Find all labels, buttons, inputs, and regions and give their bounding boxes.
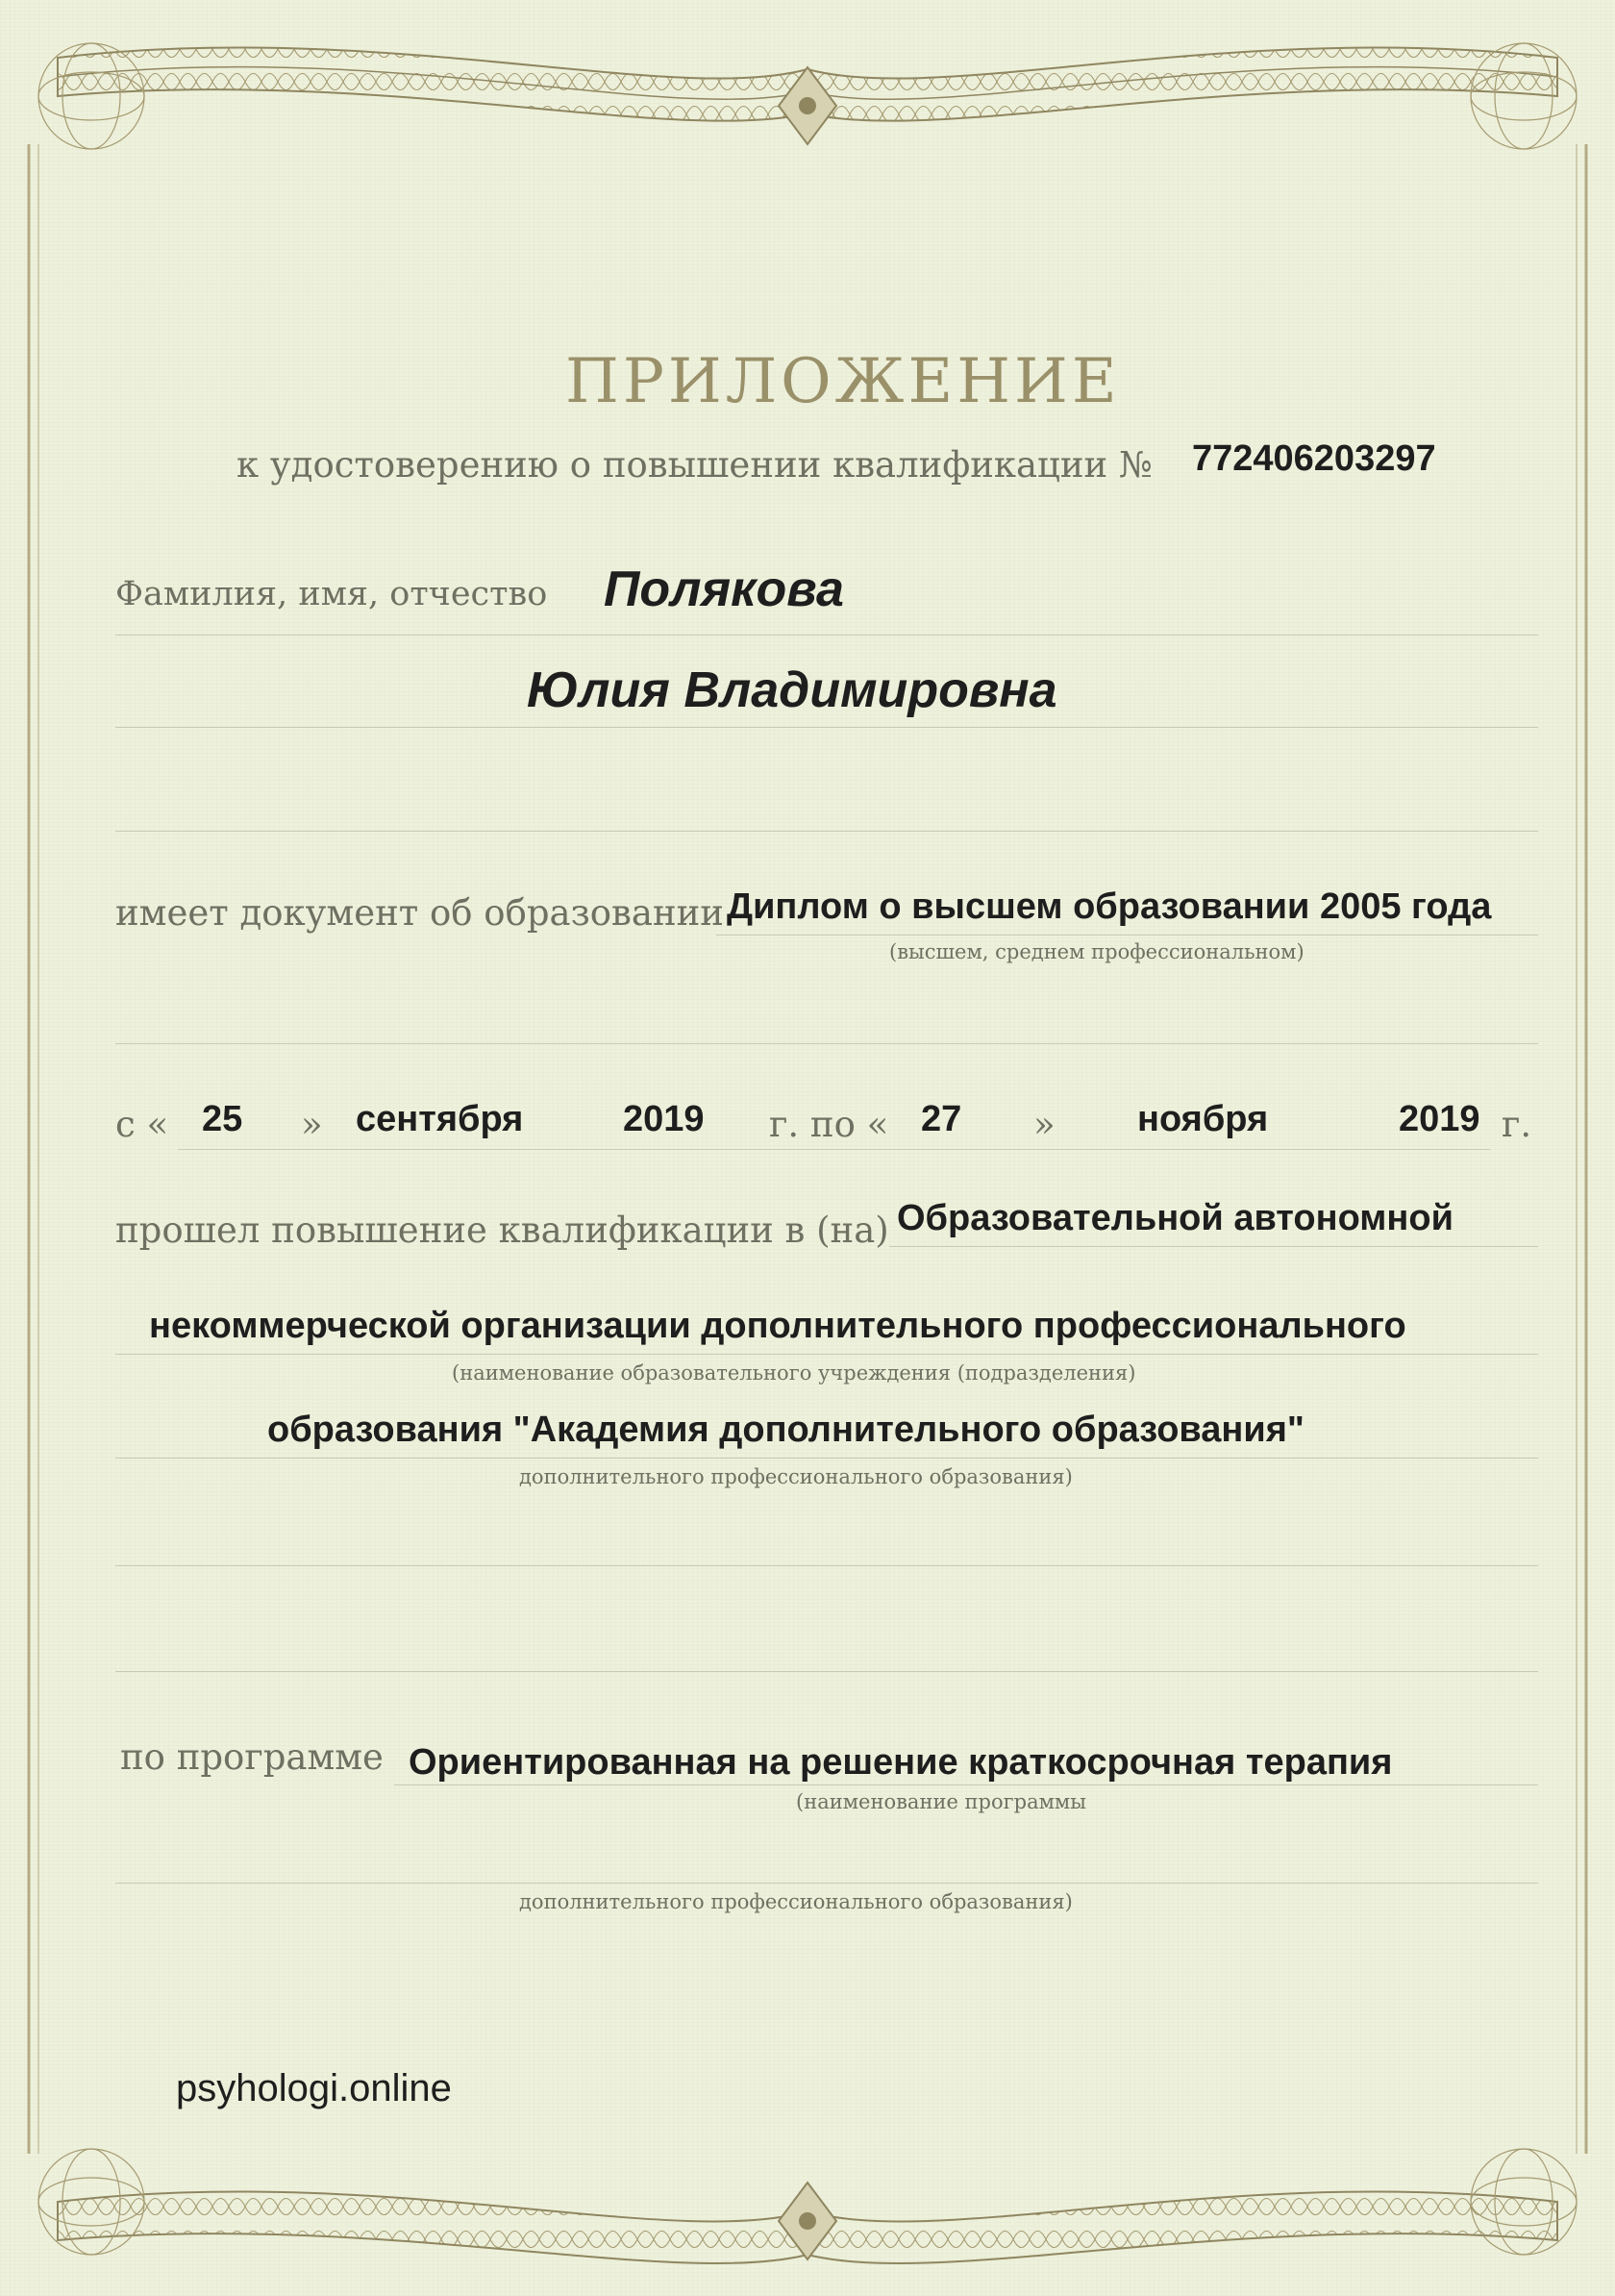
- top-ornament-band: [58, 48, 1557, 144]
- subtitle: к удостоверению о повышении квалификации №: [236, 444, 1153, 486]
- date-suffix: г.: [1502, 1104, 1532, 1145]
- start-day: 25: [202, 1099, 243, 1139]
- surname: Полякова: [604, 562, 844, 617]
- education-value: Диплом о высшем образовании 2005 года: [727, 886, 1492, 927]
- given-names: Юлия Владимировна: [527, 662, 1057, 718]
- site-watermark: psyhologi.online: [176, 2067, 452, 2109]
- institution-caption-1: (наименование образовательного учреждения (подразделения): [452, 1361, 1136, 1385]
- date-from-prefix: с «: [115, 1104, 169, 1145]
- program-underline-2: [115, 1883, 1538, 1884]
- fio-underline-2: [115, 727, 1538, 728]
- program-caption-2: дополнительного профессионального образования): [519, 1890, 1073, 1913]
- date-close-quote-2: »: [1033, 1104, 1056, 1145]
- date-close-quote-1: »: [301, 1104, 323, 1145]
- institution-line-2: некоммерческой организации дополнительного профессионального: [149, 1306, 1406, 1346]
- dates-underline: [178, 1149, 1490, 1150]
- education-caption: (высшем, среднем профессиональном): [889, 940, 1304, 963]
- start-year: 2019: [623, 1099, 705, 1139]
- institution-underline-2: [115, 1354, 1538, 1355]
- certificate-number: 772406203297: [1192, 438, 1436, 479]
- institution-underline-1: [889, 1246, 1538, 1247]
- fio-underline-1: [115, 635, 1538, 636]
- program-caption-1: (наименование программы: [796, 1790, 1086, 1813]
- institution-label: прошел повышение квалификации в (на): [115, 1210, 889, 1251]
- fio-label: Фамилия, имя, отчество: [115, 575, 548, 613]
- end-day: 27: [921, 1099, 962, 1139]
- institution-underline-3: [115, 1458, 1538, 1459]
- end-year: 2019: [1399, 1099, 1480, 1139]
- institution-line-1: Образовательной автономной: [897, 1198, 1454, 1238]
- blank-underline-2: [115, 1671, 1538, 1672]
- start-month: сентября: [356, 1099, 524, 1139]
- document-title: ПРИЛОЖЕНИЕ: [565, 346, 1121, 417]
- education-underline: [716, 935, 1538, 936]
- institution-caption-2: дополнительного профессионального образования): [519, 1465, 1073, 1488]
- program-label: по программе: [120, 1736, 384, 1778]
- date-middle: г. по «: [769, 1104, 889, 1145]
- program-underline-1: [394, 1784, 1538, 1785]
- fio-underline-3: [115, 831, 1538, 832]
- program-value: Ориентированная на решение краткосрочная терапия: [409, 1742, 1393, 1783]
- bottom-ornament-band: [58, 2183, 1557, 2263]
- education-label: имеет документ об образовании: [115, 892, 724, 934]
- institution-line-3: образования "Академия дополнительного образования": [267, 1410, 1304, 1450]
- blank-underline-1: [115, 1565, 1538, 1566]
- education-underline-2: [115, 1043, 1538, 1044]
- end-month: ноября: [1137, 1099, 1269, 1139]
